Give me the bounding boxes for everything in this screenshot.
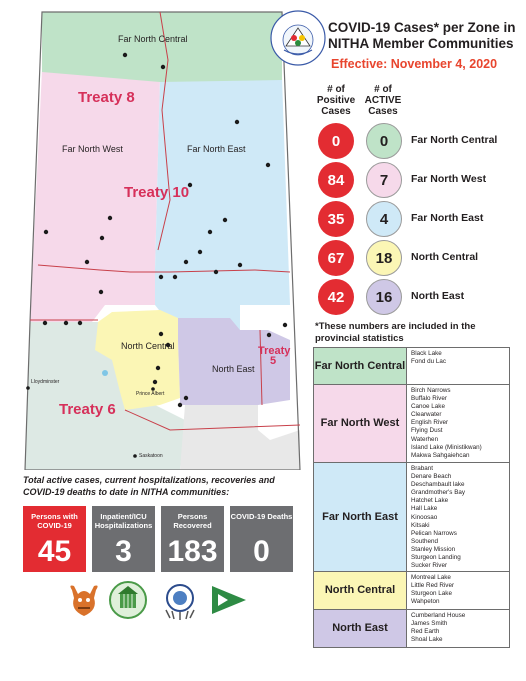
zone-name-north-central: North Central — [411, 251, 479, 263]
community-name: Fond du Lac — [411, 358, 447, 366]
community-dot — [173, 275, 177, 279]
community-name: Little Red River — [411, 582, 455, 590]
zone-label-north-central: North Central — [121, 341, 175, 351]
stat-value: 0 — [253, 535, 270, 568]
community-list — [407, 348, 509, 384]
stat-label: Inpatient/ICU Hospitalizations — [94, 512, 153, 530]
nitha-logo-icon — [270, 10, 326, 66]
community-name: Clearwater — [411, 411, 442, 419]
community-list — [407, 463, 509, 571]
community-name: Hall Lake — [411, 505, 438, 513]
community-name: Pelican Narrows — [411, 529, 457, 537]
community-list — [407, 610, 509, 647]
community-dot — [64, 321, 68, 325]
zone-name-far-north-central: Far North Central — [411, 134, 498, 146]
community-dot — [266, 163, 270, 167]
community-dot — [184, 260, 188, 264]
community-name: Makwa Sahgaiehcan — [411, 451, 470, 459]
community-name: Wahpeton — [411, 598, 440, 606]
community-name: Denare Beach — [411, 473, 452, 481]
table-zone-name: Far North Central — [314, 348, 407, 384]
lac-la-ronge-indian-band-logo-icon — [208, 580, 248, 620]
active-column-header: # of ACTIVE Cases — [364, 84, 402, 117]
stat-persons-with-covid — [23, 506, 86, 572]
treaty-8-label: Treaty 8 — [78, 89, 135, 106]
map-svg — [0, 0, 305, 470]
active-count-north-central: 18 — [366, 240, 402, 276]
community-dot — [159, 275, 163, 279]
community-dot — [123, 53, 127, 57]
community-dot — [99, 290, 103, 294]
page-title: COVID-19 Cases* per Zone in NITHA Member Communities — [328, 20, 516, 51]
south-region — [180, 405, 300, 470]
city-label-lloydminster: Lloydminster — [31, 379, 60, 385]
city-label-saskatoon: Saskatoon — [139, 453, 163, 459]
community-dot — [100, 236, 104, 240]
stat-label: Persons with COVID-19 — [31, 512, 78, 530]
stat-hospitalizations — [92, 506, 155, 572]
community-name: Shoal Lake — [411, 636, 443, 644]
table-zone-name: North East — [314, 610, 407, 647]
totals-heading: Total active cases, current hospitalizations, recoveries and COVID-19 deaths to date in NITHA communities: — [23, 475, 275, 497]
stat-deaths — [230, 506, 293, 572]
community-dot — [161, 65, 165, 69]
prince-albert-grand-council-logo-icon — [64, 580, 104, 620]
community-dot — [159, 332, 163, 336]
stat-value: 3 — [115, 535, 132, 568]
city-dot — [133, 454, 137, 458]
stat-value: 183 — [167, 535, 218, 568]
community-dot — [78, 321, 82, 325]
community-dot — [214, 270, 218, 274]
stat-label: Persons Recovered — [173, 512, 212, 530]
community-name: Black Lake — [411, 350, 442, 357]
community-list — [407, 572, 509, 609]
community-list — [407, 385, 509, 462]
community-dot — [198, 250, 202, 254]
community-name: Montreal Lake — [411, 574, 451, 581]
meadow-lake-tribal-council-logo-icon — [108, 580, 148, 620]
saskatchewan-map — [0, 0, 305, 470]
city-label-prince-albert: Prince Albert — [136, 391, 165, 397]
zone-name-far-north-west: Far North West — [411, 173, 487, 185]
community-dot — [235, 120, 239, 124]
stat-recovered — [161, 506, 224, 572]
footnote: *These numbers are included in the provincial statistics — [315, 321, 476, 344]
treaty-5-label: Treaty 5 — [258, 345, 291, 367]
stat-value: 45 — [37, 535, 72, 568]
community-name: Flying Dust — [411, 427, 443, 435]
community-dot — [85, 260, 89, 264]
peter-ballantyne-logo-icon — [160, 580, 200, 620]
zone-name-north-east: North East — [411, 290, 465, 302]
treaty-10-label: Treaty 10 — [124, 184, 190, 201]
community-name: Hatchet Lake — [411, 497, 449, 505]
table-row — [314, 384, 509, 462]
community-name: Sturgeon Landing — [411, 554, 461, 562]
community-name: Kitsaki — [411, 521, 430, 529]
community-dot — [43, 321, 47, 325]
table-row — [314, 462, 509, 571]
stat-label: COVID-19 Deaths — [230, 512, 293, 521]
city-dot — [26, 386, 30, 390]
zone-label-far-north-central: Far North Central — [118, 34, 188, 44]
positive-count-north-central: 67 — [318, 240, 354, 276]
table-row — [314, 348, 509, 384]
community-name: Cumberland House — [411, 612, 466, 619]
treaty-6-label: Treaty 6 — [59, 401, 116, 418]
community-name: Brabant — [411, 465, 434, 472]
community-name: Birch Narrows — [411, 387, 451, 394]
community-dot — [267, 333, 271, 337]
community-dot — [44, 230, 48, 234]
active-count-far-north-west: 7 — [366, 162, 402, 198]
community-name: Sturgeon Lake — [411, 590, 452, 598]
community-dot — [178, 403, 182, 407]
community-dot — [223, 218, 227, 222]
table-zone-name: Far North West — [314, 385, 407, 462]
positive-count-far-north-east: 35 — [318, 201, 354, 237]
community-name: Deschambault lake — [411, 481, 465, 489]
community-dot — [108, 216, 112, 220]
positive-count-far-north-central: 0 — [318, 123, 354, 159]
table-row — [314, 571, 509, 609]
table-zone-name: North Central — [314, 572, 407, 609]
active-count-far-north-central: 0 — [366, 123, 402, 159]
active-count-far-north-east: 4 — [366, 201, 402, 237]
community-dot — [238, 263, 242, 267]
community-name: James Smith — [411, 620, 448, 628]
community-dot — [184, 396, 188, 400]
positive-column-header: # of Positive Cases — [316, 84, 356, 117]
community-name: Kinoosao — [411, 513, 438, 521]
table-zone-name: Far North East — [314, 463, 407, 571]
community-name: Red Earth — [411, 628, 440, 636]
community-name: Island Lake (Ministikwan) — [411, 443, 482, 451]
active-count-north-east: 16 — [366, 279, 402, 315]
zone-community-table — [313, 347, 510, 648]
positive-count-far-north-west: 84 — [318, 162, 354, 198]
community-name: Canoe Lake — [411, 403, 445, 411]
community-name: Sucker River — [411, 562, 448, 570]
positive-count-north-east: 42 — [318, 279, 354, 315]
community-name: Waterhen — [411, 435, 439, 443]
effective-date: Effective: November 4, 2020 — [331, 57, 498, 71]
zone-name-far-north-east: Far North East — [411, 212, 484, 224]
zone-label-north-east: North East — [212, 364, 255, 374]
lake-marker — [102, 370, 108, 376]
community-name: Southend — [411, 537, 438, 545]
community-dot — [283, 323, 287, 327]
community-name: Stanley Mission — [411, 545, 456, 553]
zone-label-far-north-west: Far North West — [62, 144, 123, 154]
community-dot — [156, 366, 160, 370]
community-dot — [153, 380, 157, 384]
community-dot — [208, 230, 212, 234]
community-name: Buffalo River — [411, 395, 447, 403]
community-name: Grandmother's Bay — [411, 489, 466, 497]
table-row — [314, 609, 509, 647]
far-north-east-zone — [155, 78, 290, 330]
community-name: English River — [411, 419, 449, 427]
zone-label-far-north-east: Far North East — [187, 144, 246, 154]
